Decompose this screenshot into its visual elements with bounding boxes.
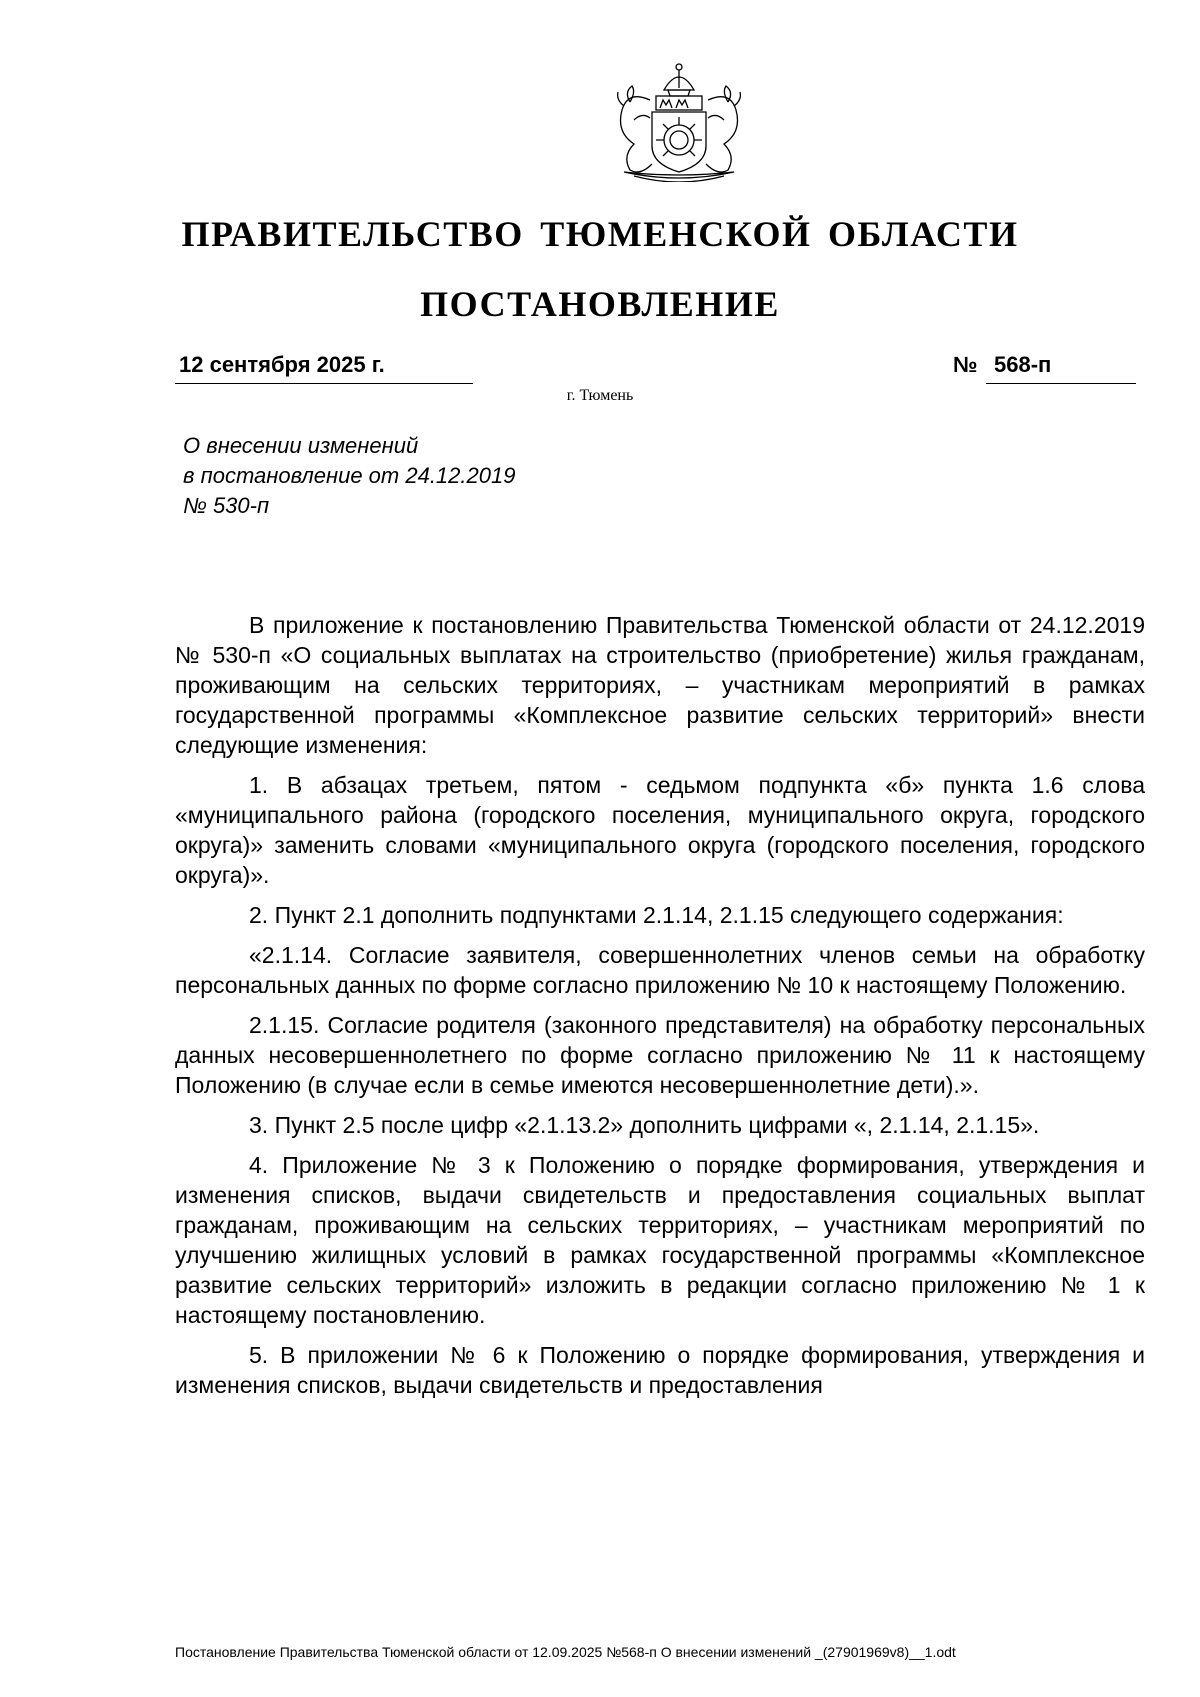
body-paragraph: 2. Пункт 2.1 дополнить подпунктами 2.1.14, 2.1.15 следующего содержания:: [249, 902, 1064, 928]
body-paragraph: 2.1.15. Согласие родителя (законного представителя) на обработку персональных данных несовершеннолетнего по форме согласно приложению № 11 к настоящему Положению (в случае если в семье имеются несовершеннолетние дети).».: [175, 1012, 1145, 1098]
document-number: 568-п: [986, 352, 1136, 384]
document-type-title: ПОСТАНОВЛЕНИЕ: [420, 284, 780, 324]
body-paragraph: 1. В абзацах третьем, пятом - седьмом подпункта «б» пункта 1.6 слова «муниципального района (городского поселения, муниципального округа, городского округа)» заменить словами «муниципального округа (городского поселения, городского округа)».: [175, 772, 1145, 888]
page-footer: Постановление Правительства Тюменской области от 12.09.2025 №568-п О внесении изменений _(27901969v8)__1.odt: [175, 1644, 956, 1660]
body-paragraph: В приложение к постановлению Правительства Тюменской области от 24.12.2019 № 530-п «О социальных выплатах на строительство (приобретение) жилья гражданам, проживающим на сельских территориях, – участникам мероприятий в рамках государственной программы «Комплексное развитие сельских территорий» внести следующие изменения:: [175, 612, 1145, 758]
document-body: [175, 610, 1145, 1410]
document-subject: [183, 431, 515, 521]
subject-line: № 530-п: [183, 493, 270, 518]
document-date: 12 сентября 2025 г.: [175, 352, 473, 384]
body-paragraph: 3. Пункт 2.5 после цифр «2.1.13.2» дополнить цифрами «, 2.1.14, 2.1.15».: [249, 1112, 1040, 1138]
number-sign: №: [953, 352, 978, 377]
body-paragraph: 5. В приложении № 6 к Положению о порядке формирования, утверждения и изменения списков, выдачи свидетельств и предоставления: [175, 1342, 1145, 1398]
subject-line: О внесении изменений: [183, 433, 419, 458]
coat-of-arms-icon: [594, 60, 764, 182]
body-paragraph: 4. Приложение № 3 к Положению о порядке формирования, утверждения и изменения списков, выдачи свидетельств и предоставления социальных выплат гражданам, проживающим на сельских территориях, – участникам мероприятий по улучшению жилищных условий в рамках государственной программы «Комплексное развитие сельских территорий» изложить в редакции согласно приложению № 1 к настоящему постановлению.: [175, 1152, 1145, 1328]
subject-line: в постановление от 24.12.2019: [183, 463, 516, 488]
body-paragraph: «2.1.14. Согласие заявителя, совершеннолетних членов семьи на обработку персональных данных по форме согласно приложению № 10 к настоящему Положению.: [175, 942, 1145, 998]
city-name: г. Тюмень: [566, 387, 634, 404]
government-title: ПРАВИТЕЛЬСТВО ТЮМЕНСКОЙ ОБЛАСТИ: [181, 214, 1019, 254]
